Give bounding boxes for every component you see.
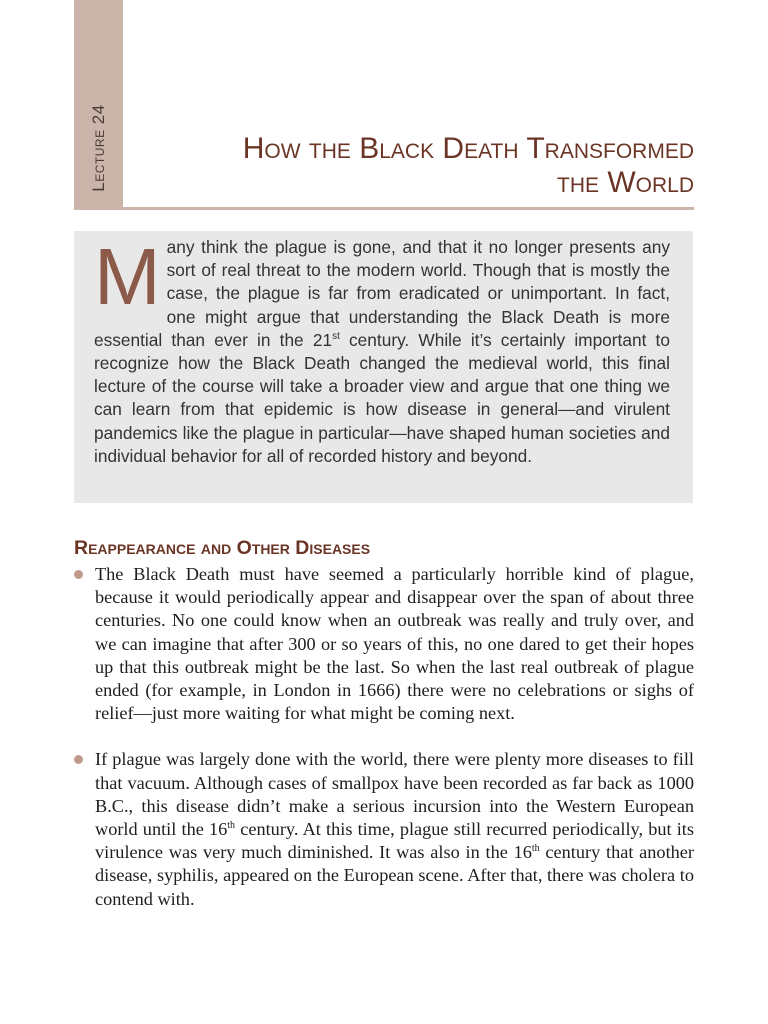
list-item <box>74 748 694 910</box>
bullet-text <box>95 748 694 910</box>
page-title <box>134 132 694 200</box>
intro-superscript: st <box>332 331 340 343</box>
section-heading: Reappearance and Other Diseases <box>74 537 371 559</box>
intro-box <box>74 231 693 503</box>
bullet2-part2: century. At this time, plague still recurred periodically, but its virulence was very much diminished. It was also in the 16 <box>95 819 694 863</box>
bullet-text: The Black Death must have seemed a particularly horrible kind of plague, because it would periodically appear and disappear over the span of about three centuries. No one could know when an outbreak was really and truly over, and we can imagine that after 300 or so years of this, no one dared to get their hopes up that this outbreak might be the last. So when the last real outbreak of plague ended (for example, in London in 1666) there were no celebrations or sighs of relief—just more waiting for what might be coming next. <box>95 564 694 724</box>
intro-text-part1: any think the plague is gone, and that it no longer presents any sort of real threat to the modern world. Though that is mostly the case, the plague is far from eradicated or unimportant. In fact, one might argue that understanding the Black Death is more essential than ever in the 21 <box>94 237 670 350</box>
lecture-label: Lecture 24 <box>89 104 108 192</box>
page-title-line1: How the Black Death Transformed <box>242 132 694 165</box>
title-divider <box>74 207 694 210</box>
bullet2-sup2: th <box>531 843 540 855</box>
bullet-dot-icon <box>74 570 83 579</box>
bullet-dot-icon <box>74 755 83 764</box>
bullet2-part1: If plague was largely done with the world, there were plenty more diseases to fill that vacuum. Although cases of smallpox have been recorded as far back as 1000 B.C., this disease didn’t make a serious incursion into the Western European world until the 16 <box>95 749 694 840</box>
intro-paragraph <box>94 232 670 468</box>
bullet-list <box>74 563 694 934</box>
intro-text-part2: century. While it’s certainly important to recognize how the Black Death changed the medieval world, this final lecture of the course will take a broader view and argue that one thing we can learn from that epidemic is how disease in general—and virulent pandemics like the plague in particular—have shaped human societies and individual behavior for all of recorded history and beyond. <box>94 329 670 466</box>
page-title-line2: the World <box>557 166 694 199</box>
bullet2-part3: century that another disease, syphilis, appeared on the European scene. After that, there was cholera to contend with. <box>95 842 694 909</box>
list-item <box>74 563 694 725</box>
drop-cap: M <box>94 232 161 321</box>
bullet2-sup1: th <box>227 819 236 831</box>
